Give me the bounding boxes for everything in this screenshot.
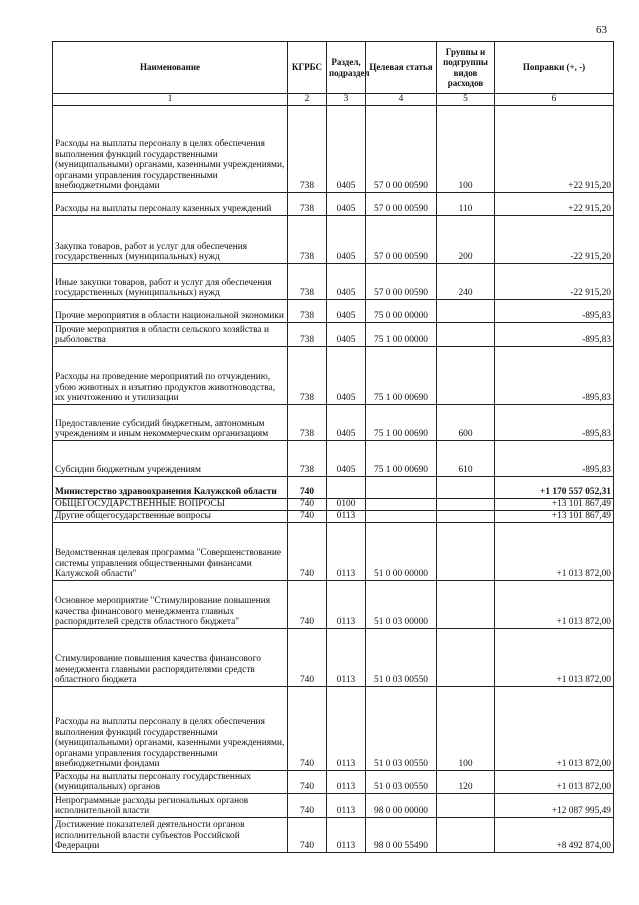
row-kgrbs: 738	[288, 216, 327, 264]
table-row	[53, 523, 614, 581]
row-kgrbs: 738	[288, 300, 327, 323]
row-name: Расходы на выплаты персоналу казенных учреждений	[53, 193, 288, 216]
row-group: 120	[437, 771, 495, 794]
header-target: Целевая статья	[366, 42, 437, 94]
row-target: 75 1 00 00690	[366, 405, 437, 441]
row-group	[437, 511, 495, 523]
row-group	[437, 794, 495, 818]
row-name: Расходы на выплаты персоналу государственных (муниципальных) органов	[53, 771, 288, 794]
table-row	[53, 441, 614, 477]
row-amount: -22 915,20	[495, 216, 614, 264]
row-section	[327, 477, 366, 499]
row-group	[437, 347, 495, 405]
row-group	[437, 523, 495, 581]
table-row	[53, 499, 614, 511]
row-kgrbs: 738	[288, 323, 327, 347]
row-section: 0113	[327, 687, 366, 771]
header-kgrbs: КГРБС	[288, 42, 327, 94]
row-group	[437, 477, 495, 499]
row-name: Достижение показателей деятельности органов исполнительной власти субъектов Российской Федерации	[53, 818, 288, 853]
table-row	[53, 216, 614, 264]
table-row	[53, 300, 614, 323]
row-kgrbs: 738	[288, 193, 327, 216]
table-row	[53, 818, 614, 853]
row-name: Субсидии бюджетным учреждениям	[53, 441, 288, 477]
column-number: 4	[366, 94, 437, 106]
table-row	[53, 323, 614, 347]
row-amount: +12 087 995,49	[495, 794, 614, 818]
row-target: 98 0 00 00000	[366, 794, 437, 818]
row-name: Стимулирование повышения качества финансового менеджмента главными распорядителями средств областного бюджета	[53, 629, 288, 687]
row-group: 600	[437, 405, 495, 441]
row-target: 51 0 00 00000	[366, 523, 437, 581]
row-name: Иные закупки товаров, работ и услуг для обеспечения государственных (муниципальных) нужд	[53, 264, 288, 300]
row-name: Министерство здравоохранения Калужской области	[53, 477, 288, 499]
row-amount: -895,83	[495, 405, 614, 441]
column-number: 3	[327, 94, 366, 106]
row-group	[437, 818, 495, 853]
row-name: Другие общегосударственные вопросы	[53, 511, 288, 523]
row-group: 100	[437, 687, 495, 771]
table-row	[53, 405, 614, 441]
row-kgrbs: 740	[288, 818, 327, 853]
row-amount: +1 013 872,00	[495, 629, 614, 687]
row-group: 110	[437, 193, 495, 216]
row-kgrbs: 738	[288, 264, 327, 300]
row-amount: -895,83	[495, 300, 614, 323]
column-number-row	[53, 94, 614, 106]
row-section: 0113	[327, 581, 366, 629]
row-amount: +1 013 872,00	[495, 771, 614, 794]
row-group	[437, 499, 495, 511]
row-group: 100	[437, 106, 495, 193]
row-section: 0113	[327, 511, 366, 523]
row-target: 57 0 00 00590	[366, 216, 437, 264]
row-kgrbs: 740	[288, 794, 327, 818]
header-name: Наименование	[53, 42, 288, 94]
row-section: 0113	[327, 523, 366, 581]
row-kgrbs: 740	[288, 629, 327, 687]
row-section: 0113	[327, 794, 366, 818]
row-name: Расходы на выплаты персоналу в целях обеспечения выполнения функций государственными (муниципальными) органами, казенными учреждениями, органами управления государственными внебюджетными фондами	[53, 687, 288, 771]
row-section: 0405	[327, 300, 366, 323]
row-name: Прочие мероприятия в области сельского хозяйства и рыболовства	[53, 323, 288, 347]
row-section: 0405	[327, 323, 366, 347]
row-target: 57 0 00 00590	[366, 106, 437, 193]
table-row	[53, 511, 614, 523]
row-name: Предоставление субсидий бюджетным, автономным учреждениям и иным некоммерческим организациям	[53, 405, 288, 441]
row-amount: -895,83	[495, 347, 614, 405]
row-target	[366, 511, 437, 523]
header-groups: Группы и подгруппы видов расходов	[437, 42, 495, 94]
column-number: 2	[288, 94, 327, 106]
row-section: 0405	[327, 405, 366, 441]
row-section: 0405	[327, 347, 366, 405]
row-name: Прочие мероприятия в области национальной экономики	[53, 300, 288, 323]
column-number: 5	[437, 94, 495, 106]
column-number: 1	[53, 94, 288, 106]
table-row	[53, 771, 614, 794]
row-kgrbs: 740	[288, 499, 327, 511]
row-amount: +13 101 867,49	[495, 511, 614, 523]
row-target: 51 0 03 00550	[366, 771, 437, 794]
budget-table	[52, 41, 614, 853]
table-row	[53, 477, 614, 499]
table-row	[53, 629, 614, 687]
row-section: 0113	[327, 771, 366, 794]
row-kgrbs: 738	[288, 441, 327, 477]
row-target	[366, 477, 437, 499]
row-target: 75 0 00 00000	[366, 300, 437, 323]
row-kgrbs: 740	[288, 581, 327, 629]
table-row	[53, 687, 614, 771]
row-amount: +22 915,20	[495, 106, 614, 193]
table-row	[53, 794, 614, 818]
table-row	[53, 347, 614, 405]
row-group: 240	[437, 264, 495, 300]
row-name: Закупка товаров, работ и услуг для обеспечения государственных (муниципальных) нужд	[53, 216, 288, 264]
header-section: Раздел, подраздел	[327, 42, 366, 94]
row-kgrbs: 738	[288, 405, 327, 441]
row-amount: +1 013 872,00	[495, 523, 614, 581]
row-target	[366, 499, 437, 511]
row-target: 51 0 03 00550	[366, 687, 437, 771]
row-name: Расходы на проведение мероприятий по отчуждению, убою животных и изъятию продуктов животноводства, их уничтожению и утилизации	[53, 347, 288, 405]
row-section: 0405	[327, 441, 366, 477]
row-target: 51 0 03 00550	[366, 629, 437, 687]
page-number: 63	[596, 24, 607, 36]
row-group	[437, 323, 495, 347]
row-amount: +1 013 872,00	[495, 581, 614, 629]
row-section: 0405	[327, 193, 366, 216]
row-section: 0405	[327, 216, 366, 264]
header-amendments: Поправки (+, -)	[495, 42, 614, 94]
row-name: Основное мероприятие "Стимулирование повышения качества финансового менеджмента главных распорядителей средств областного бюджета"	[53, 581, 288, 629]
row-name: Расходы на выплаты персоналу в целях обеспечения выполнения функций государственными (муниципальными) органами, казенными учреждениями, органами управления государственными внебюджетными фондами	[53, 106, 288, 193]
row-name: Ведомственная целевая программа "Совершенствование системы управления общественными финансами Калужской области"	[53, 523, 288, 581]
row-amount: +13 101 867,49	[495, 499, 614, 511]
row-amount: +1 013 872,00	[495, 687, 614, 771]
row-name: ОБЩЕГОСУДАРСТВЕННЫЕ ВОПРОСЫ	[53, 499, 288, 511]
row-kgrbs: 740	[288, 687, 327, 771]
row-target: 75 1 00 00690	[366, 441, 437, 477]
row-group	[437, 581, 495, 629]
row-group: 200	[437, 216, 495, 264]
row-kgrbs: 740	[288, 477, 327, 499]
row-target: 98 0 00 55490	[366, 818, 437, 853]
row-target: 57 0 00 00590	[366, 264, 437, 300]
row-kgrbs: 740	[288, 511, 327, 523]
row-target: 75 1 00 00690	[366, 347, 437, 405]
table-row	[53, 581, 614, 629]
row-name: Непрограммные расходы региональных органов исполнительной власти	[53, 794, 288, 818]
header-row	[53, 42, 614, 94]
table-row	[53, 106, 614, 193]
row-target: 57 0 00 00590	[366, 193, 437, 216]
row-section: 0113	[327, 818, 366, 853]
column-number: 6	[495, 94, 614, 106]
row-section: 0113	[327, 629, 366, 687]
row-section: 0100	[327, 499, 366, 511]
row-target: 75 1 00 00000	[366, 323, 437, 347]
row-group: 610	[437, 441, 495, 477]
row-amount: +8 492 874,00	[495, 818, 614, 853]
row-amount: +22 915,20	[495, 193, 614, 216]
row-kgrbs: 740	[288, 771, 327, 794]
table-row	[53, 264, 614, 300]
row-section: 0405	[327, 106, 366, 193]
row-kgrbs: 740	[288, 523, 327, 581]
row-kgrbs: 738	[288, 347, 327, 405]
row-section: 0405	[327, 264, 366, 300]
table-row	[53, 193, 614, 216]
row-amount: -895,83	[495, 441, 614, 477]
row-amount: -22 915,20	[495, 264, 614, 300]
row-group	[437, 629, 495, 687]
row-group	[437, 300, 495, 323]
row-kgrbs: 738	[288, 106, 327, 193]
row-target: 51 0 03 00000	[366, 581, 437, 629]
row-amount: -895,83	[495, 323, 614, 347]
row-amount: +1 170 557 052,31	[495, 477, 614, 499]
